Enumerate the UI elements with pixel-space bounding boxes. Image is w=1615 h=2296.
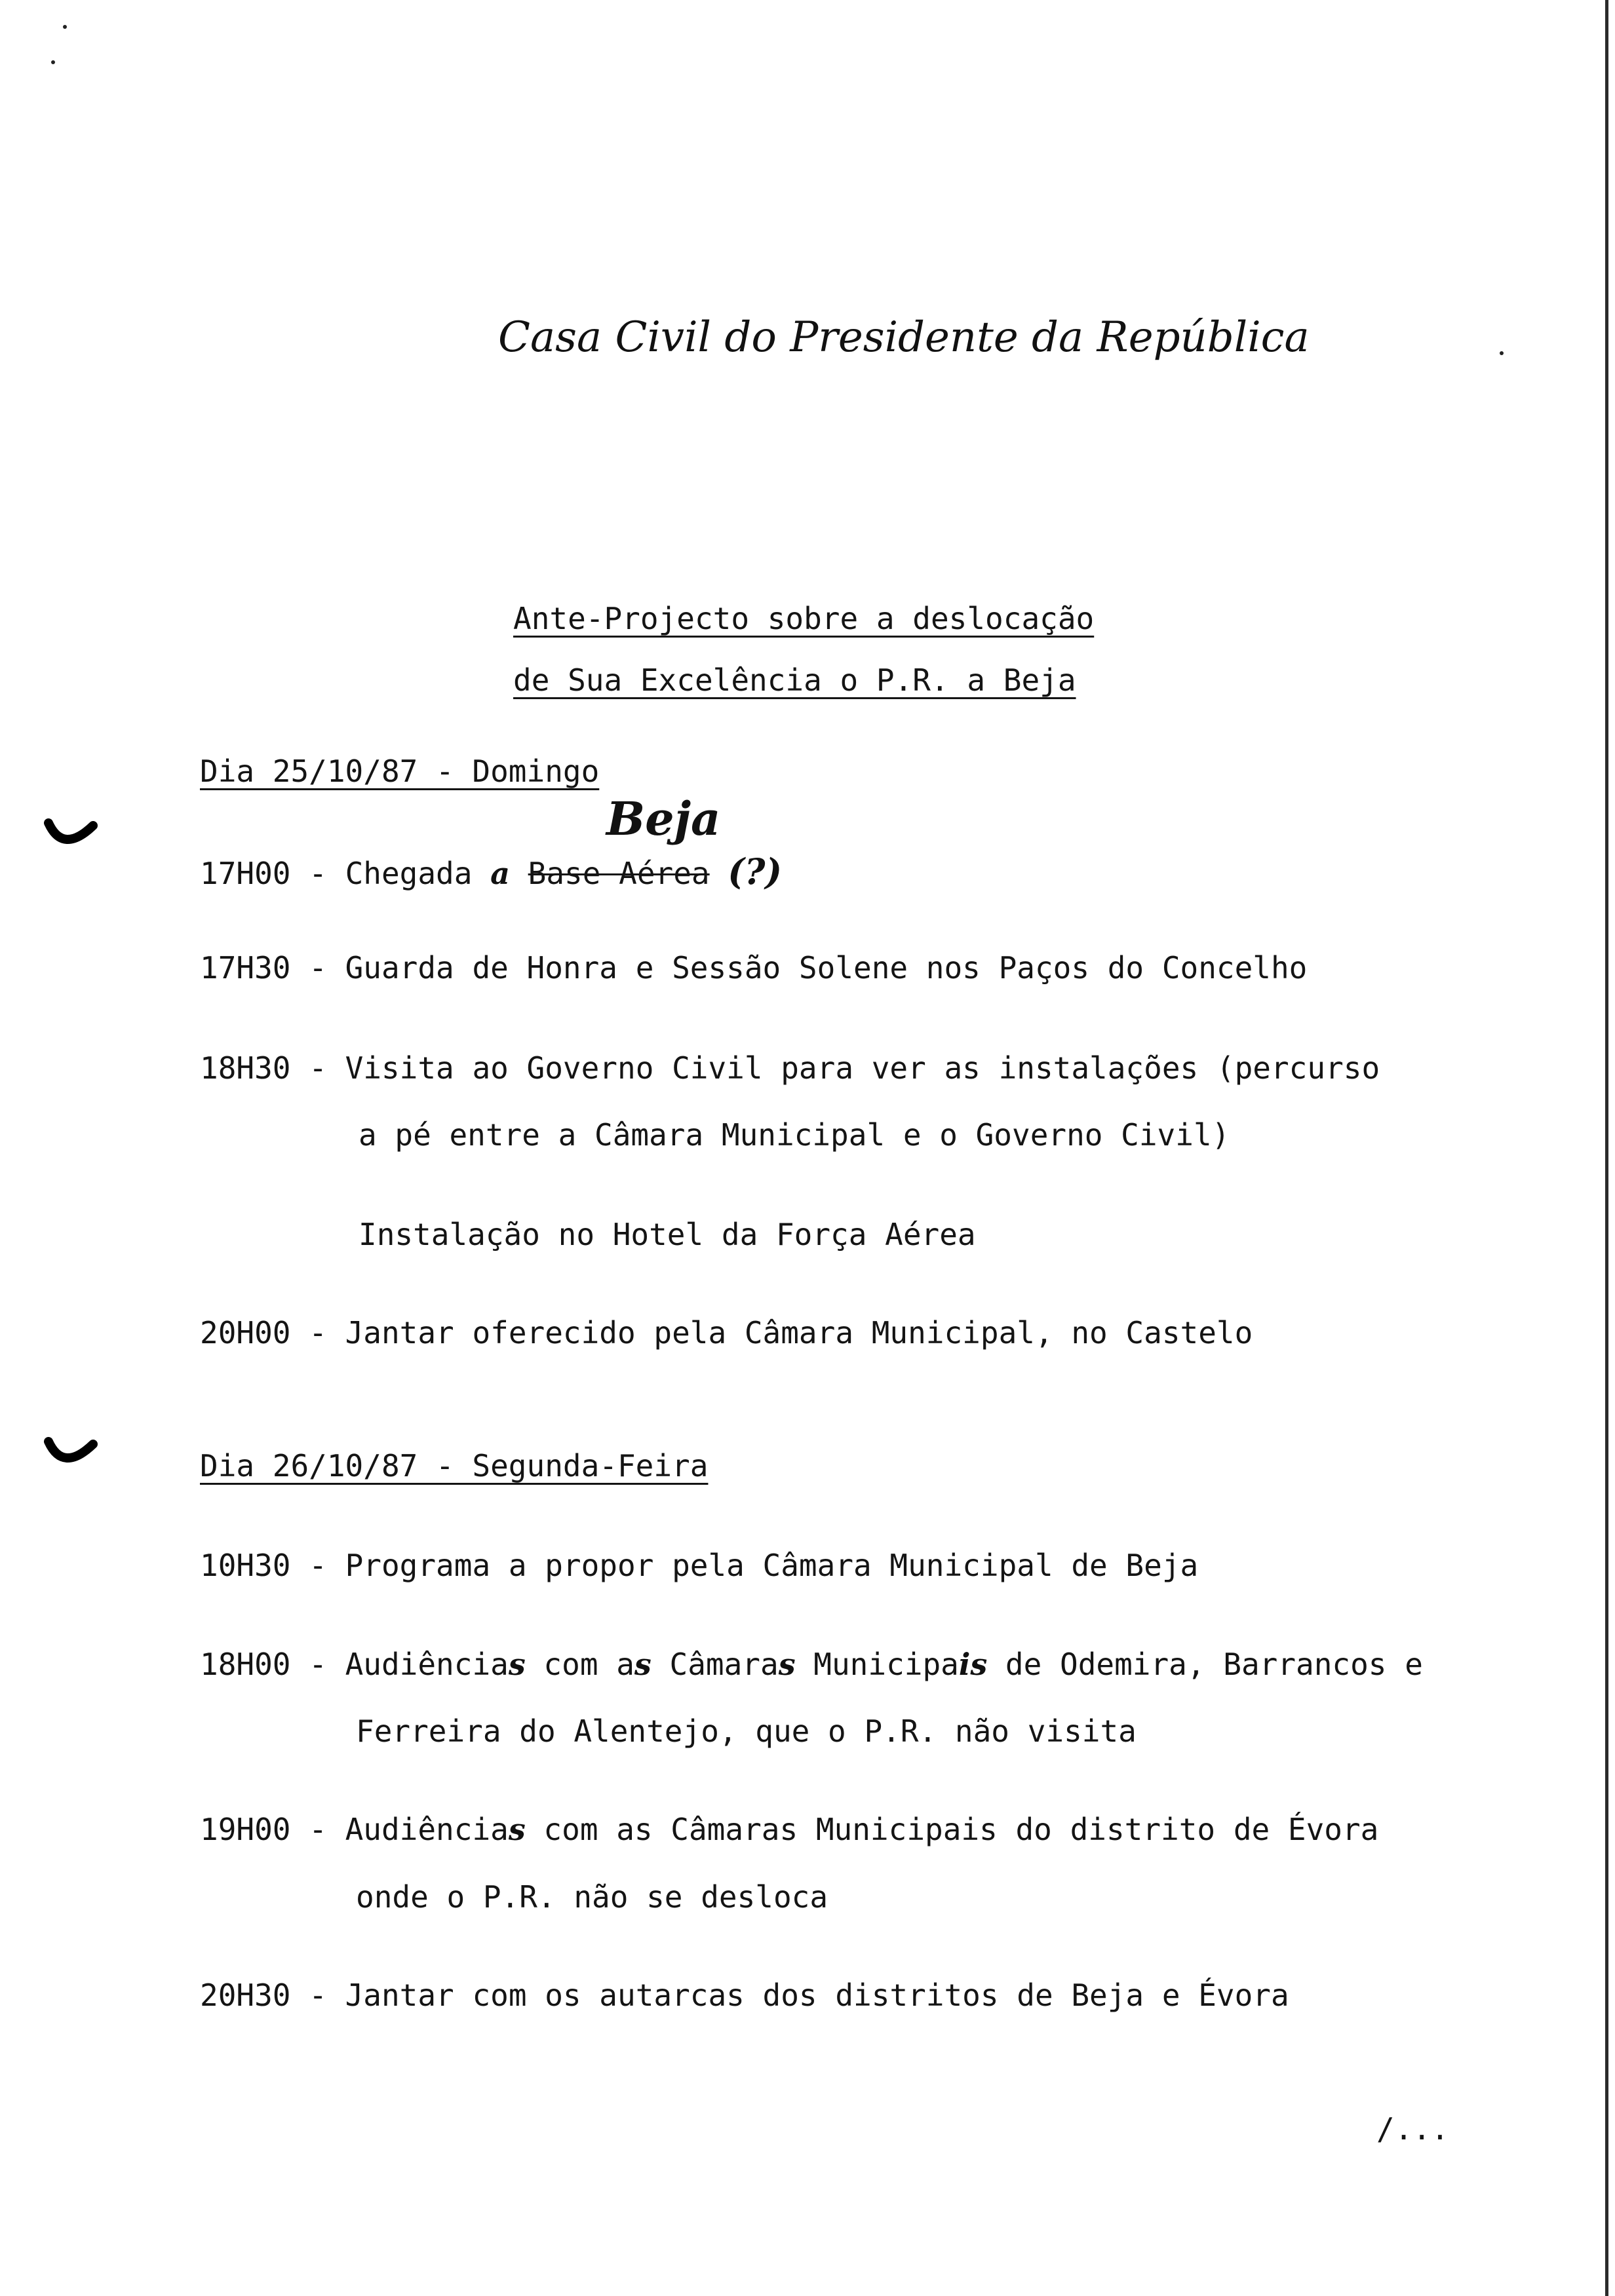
entry-dash: -	[309, 1548, 345, 1583]
letterhead: Casa Civil do Presidente da República	[498, 313, 1310, 362]
entry-dash: -	[309, 1812, 345, 1847]
document-title-line-2: de Sua Excelência o P.R. a Beja	[513, 662, 1076, 698]
schedule-entry	[200, 851, 782, 892]
day-heading: Dia 26/10/87 - Segunda-Feira	[200, 1448, 709, 1483]
schedule-entry	[200, 1978, 1289, 2013]
entry-text-continued: onde o P.R. não se desloca	[356, 1879, 828, 1915]
handwritten-correction: s	[778, 1647, 796, 1682]
entry-dash: -	[309, 1647, 345, 1682]
entry-text: com a	[525, 1647, 634, 1682]
struck-text: Base Aérea	[528, 856, 710, 891]
handwritten-correction: s	[634, 1647, 652, 1682]
entry-time: 18H00	[200, 1647, 291, 1682]
punch-mark-icon	[43, 816, 98, 858]
entry-dash: -	[309, 856, 345, 891]
entry-text-continued: Instalação no Hotel da Força Aérea	[359, 1217, 976, 1252]
entry-text-continued: Ferreira do Alentejo, que o P.R. não visita	[356, 1713, 1137, 1749]
handwritten-correction: s	[508, 1812, 526, 1847]
entry-time: 17H00	[200, 856, 291, 891]
entry-text: Guarda de Honra e Sessão Solene nos Paços do Concelho	[345, 950, 1308, 985]
entry-dash: -	[309, 1315, 345, 1350]
punch-mark-icon	[43, 1435, 98, 1477]
document-title-line-1: Ante-Projecto sobre a deslocação	[513, 601, 1095, 636]
entry-text: Audiência	[345, 1647, 509, 1682]
entry-text: Chegada	[345, 856, 491, 891]
page-edge-shadow	[1605, 0, 1608, 2296]
schedule-entry	[200, 1647, 1423, 1682]
entry-text: com as Câmaras Municipais do distrito de Évora	[525, 1812, 1379, 1847]
entry-time: 20H00	[200, 1315, 291, 1350]
handwritten-correction: is	[958, 1647, 988, 1682]
handwritten-insertion: Beja	[606, 792, 721, 846]
entry-time: 10H30	[200, 1548, 291, 1583]
entry-dash: -	[309, 1978, 345, 2013]
entry-text-continued: a pé entre a Câmara Municipal e o Governo Civil)	[359, 1117, 1230, 1153]
entry-time: 20H30	[200, 1978, 291, 2013]
entry-text: Jantar com os autarcas dos distritos de Beja e Évora	[345, 1978, 1289, 2013]
entry-time: 19H00	[200, 1812, 291, 1847]
entry-text: Câmara	[651, 1647, 779, 1682]
schedule-entry	[200, 950, 1307, 985]
schedule-entry	[200, 1548, 1198, 1583]
scan-speck	[1500, 351, 1504, 355]
handwritten-correction: s	[508, 1647, 526, 1682]
entry-dash: -	[309, 1050, 345, 1086]
entry-text: Programa a propor pela Câmara Municipal de Beja	[345, 1548, 1199, 1583]
entry-text: Jantar oferecido pela Câmara Municipal, no Castelo	[345, 1315, 1253, 1350]
day-heading: Dia 25/10/87 - Domingo	[200, 754, 600, 789]
entry-text: Municipa	[795, 1647, 959, 1682]
scan-speck	[51, 60, 55, 64]
entry-time: 18H30	[200, 1050, 291, 1086]
entry-text: de Odemira, Barrancos e	[987, 1647, 1423, 1682]
schedule-entry	[200, 1315, 1253, 1350]
entry-text: Visita ao Governo Civil para ver as instalações (percurso	[345, 1050, 1380, 1086]
entry-time: 17H30	[200, 950, 291, 985]
entry-text: Audiência	[345, 1812, 509, 1847]
schedule-entry	[200, 1050, 1380, 1086]
schedule-entry	[200, 1812, 1378, 1847]
scan-speck	[63, 25, 67, 29]
handwritten-correction: a	[490, 856, 510, 891]
continuation-mark: /...	[1376, 2111, 1449, 2147]
handwritten-question: (?)	[728, 851, 783, 892]
entry-dash: -	[309, 950, 345, 985]
